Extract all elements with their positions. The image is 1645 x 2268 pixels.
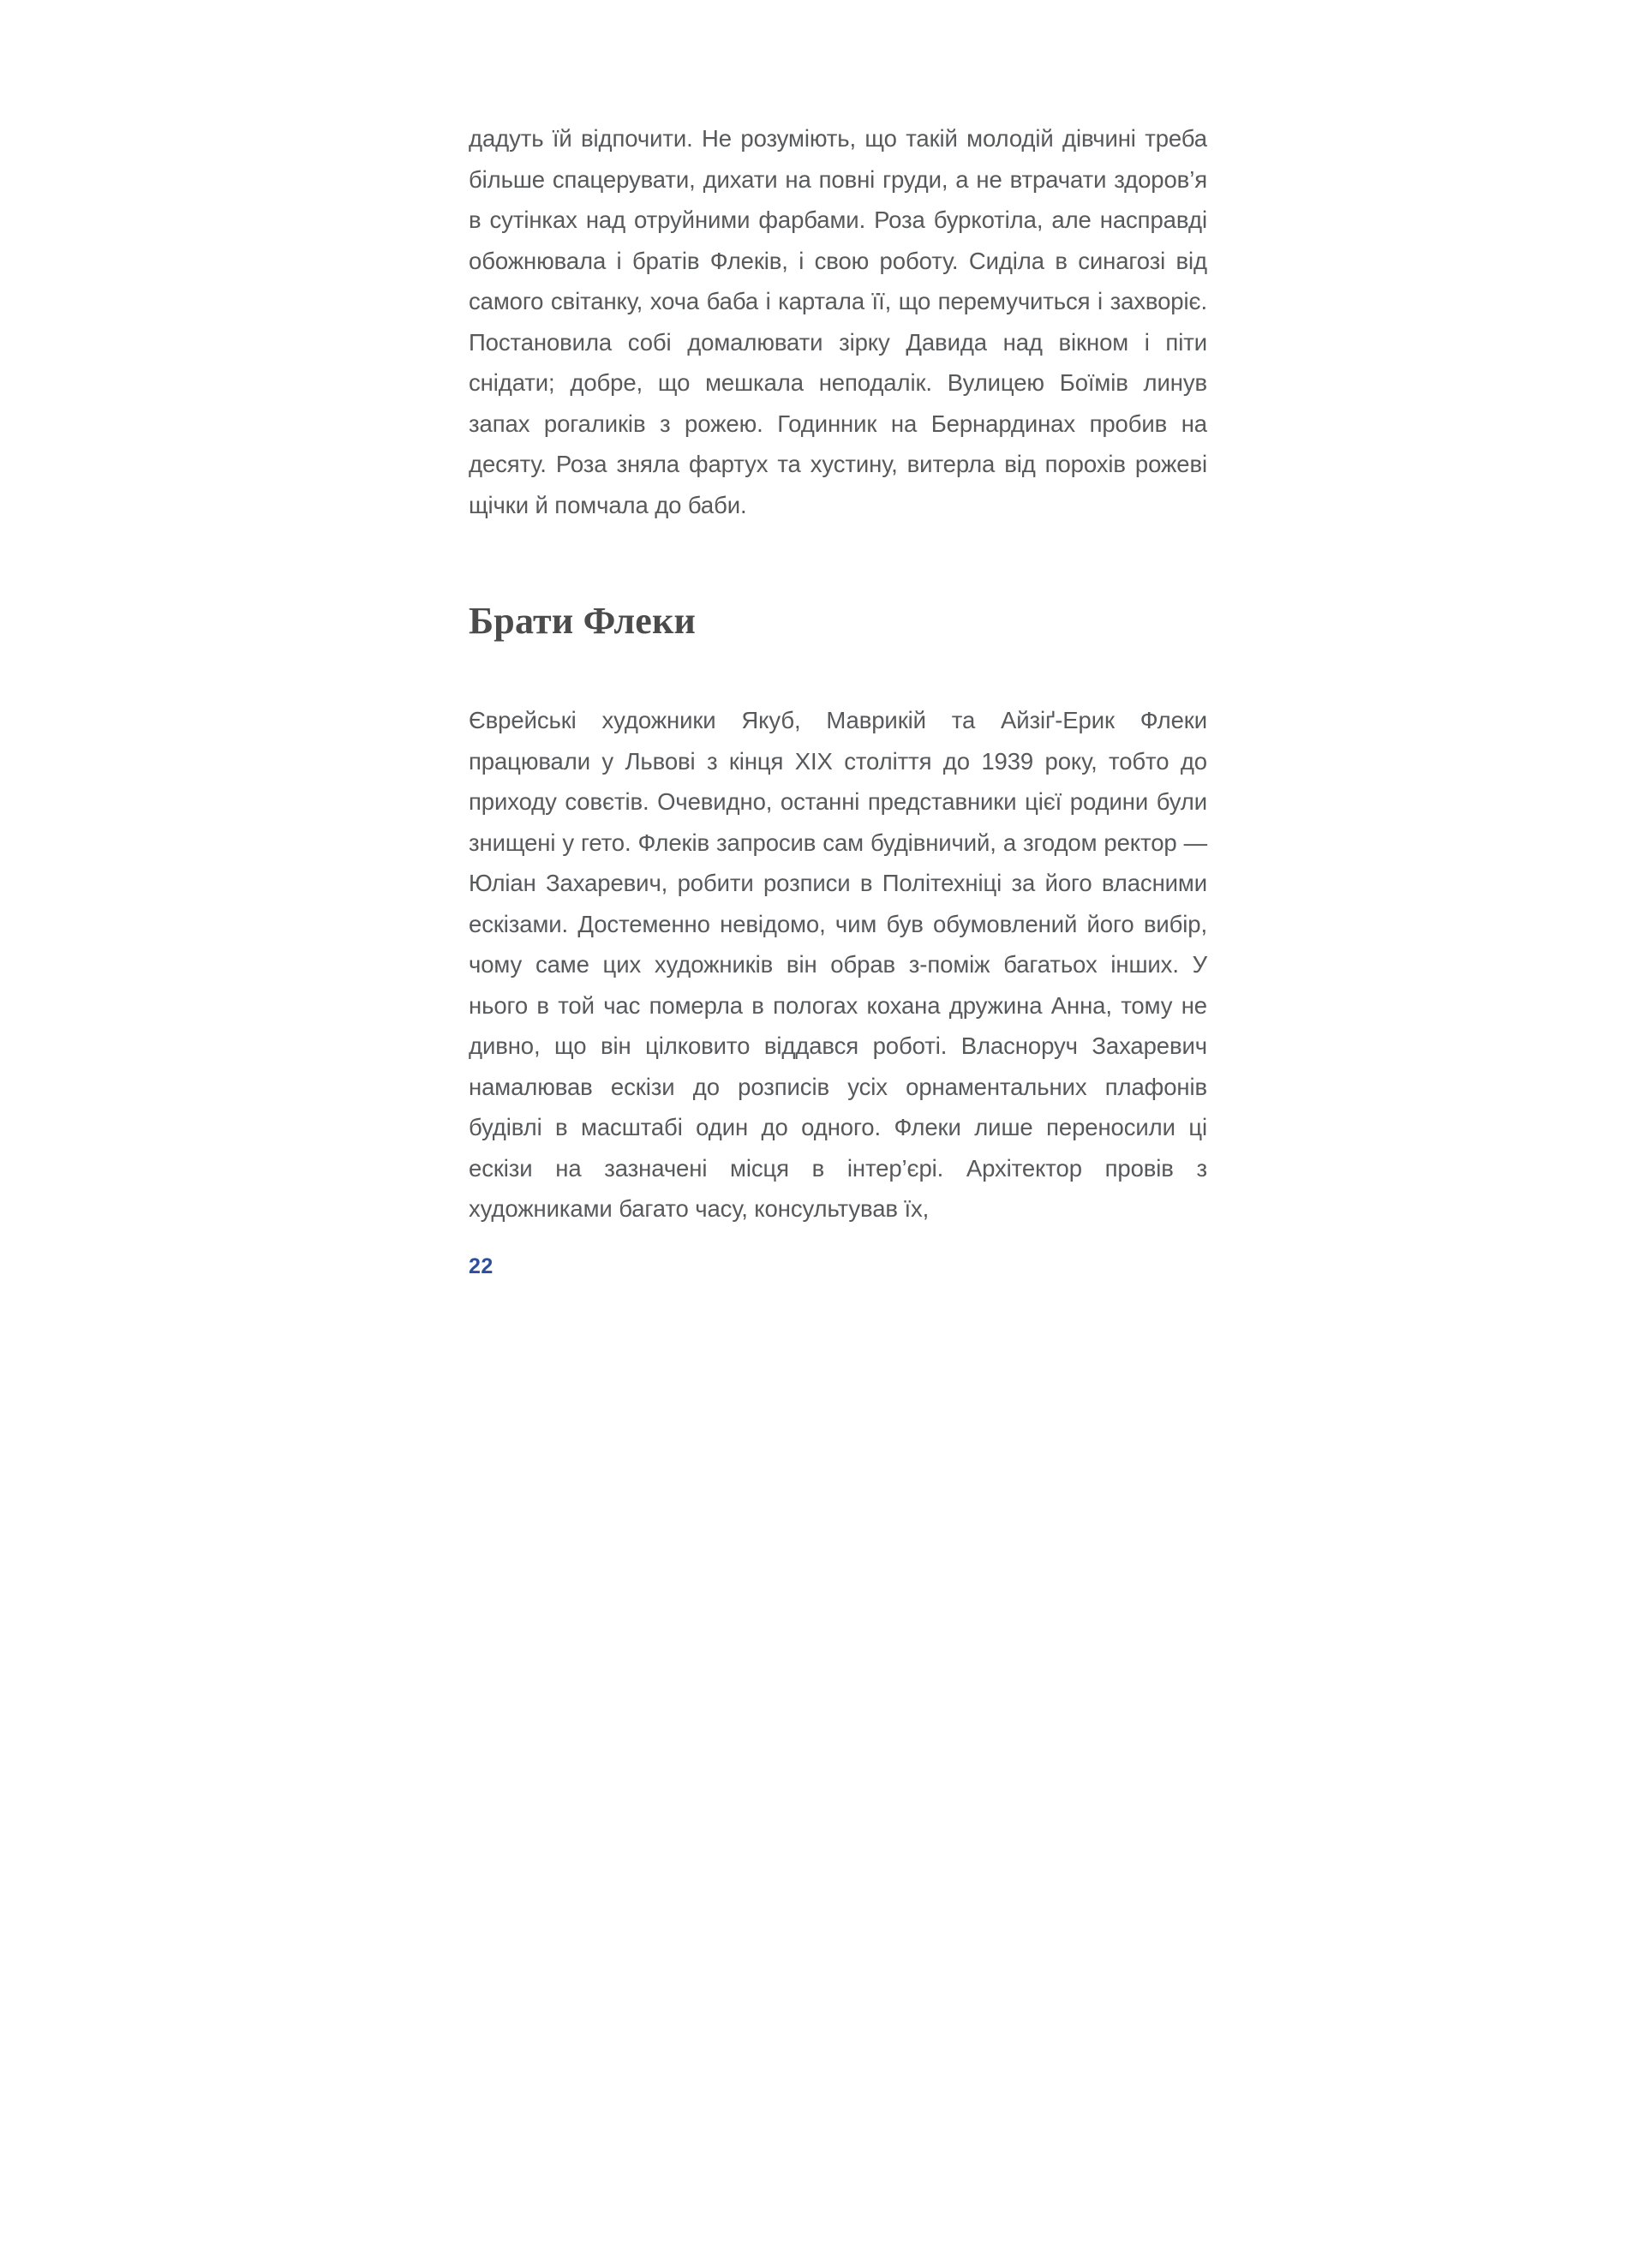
book-page (340, 0, 1305, 1330)
chapter-title: Брати Флеки (469, 600, 697, 642)
paragraph-continuation: дадуть їй відпочити. Не розуміють, що такій молодій дівчині треба більше спацерувати, дихати на повні груди, а не втрачати здоров’я в сутінках над отруйними фарбами. Роза буркотіла, але насправді обожнювала і братів Флеків, і свою роботу. Сиділа в синагозі від самого світанку, хоча баба і картала її, що перемучиться і захворіє. Постановила собі домалювати зірку Давида над вікном і піти снідати; добре, що мешкала неподалік. Вулицею Боїмів линув запах рогаликів з рожею. Годинник на Бернардинах пробив на десяту. Роза зняла фартух та хустину, витерла від порохів рожеві щічки й помчала до баби. (469, 125, 1214, 518)
paragraph-body: Єврейські художники Якуб, Маврикій та Айзіґ-Ерик Флеки працювали у Львові з кінця XIX століття до 1939 року, тобто до приходу совєтів. Очевидно, останні представники цієї родини були знищені у гето. Флеків запросив сам будівничий, а згодом ректор — Юліан Захаревич, робити розписи в Політехніці за його власними ескізами. Достеменно невідомо, чим був обумовлений його вибір, чому саме цих художників він обрав з-поміж багатьох інших. У нього в той час померла в пологах кохана дружина Анна, тому не дивно, що він цілковито віддався роботі. Власноруч Захаревич намалював ескізи до розписів усіх орнаментальних плафонів будівлі в масштабі один до одного. Флеки лише переносили ці ескізи на зазначені місця в інтер’єрі. Архітектор провів з художниками багато часу, консультував їх, (469, 707, 1214, 1222)
page-number: 22 (469, 1254, 494, 1278)
chapter-heading-block (469, 599, 1207, 643)
page-content (469, 118, 1214, 1230)
